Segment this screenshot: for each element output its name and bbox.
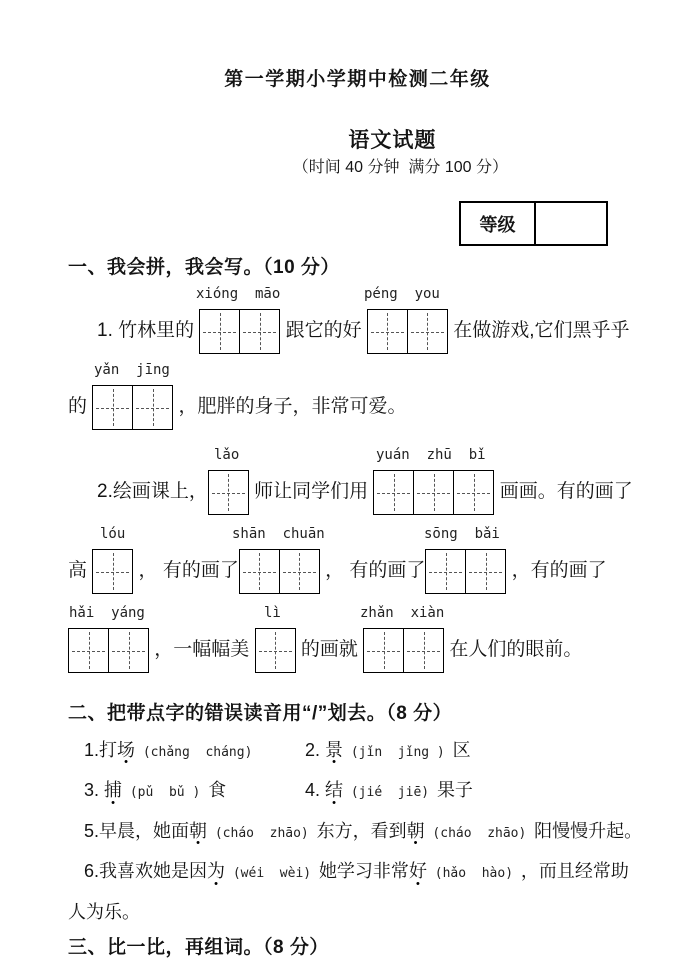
section2-content [68,739,647,924]
question-text: ，而且经常助 [520,861,629,882]
exercise-text: 在做游戏,它们黑乎乎 [447,320,630,342]
pinyin-label: yuán zhū bǐ [376,447,486,463]
section3-heading: 三、比一比，再组词。（8 分） [68,936,329,958]
pinyin-choices[interactable]: (cháo zhāo) [424,825,535,841]
writing-cell[interactable] [93,550,132,593]
question-text: 食 [208,780,227,801]
grade-label-cell: 等级 [461,203,536,244]
writing-cell[interactable] [256,629,295,672]
question-text: 果子 [436,780,473,801]
section1-content [68,286,647,674]
writing-cell[interactable] [240,550,279,593]
dotted-char: 捕 [104,780,123,801]
writing-cell[interactable] [108,629,148,672]
exercise-text: ，肥胖的身子，非常可爱。 [173,396,407,418]
writing-cell[interactable] [465,550,505,593]
writing-grid[interactable] [255,628,296,673]
pinyin-choices[interactable]: (jié jiē) [343,785,437,801]
time-info: （时间 40 分钟 满分 100 分） [292,159,508,176]
writing-cell[interactable] [239,310,279,353]
pinyin-label: hǎi yáng [69,605,145,621]
subject-title: 语文试题 [348,129,437,152]
dotted-char: 为 [207,861,226,882]
subtitle-row [94,106,673,195]
question-text: 东方，看到 [316,820,407,841]
dotted-char: 结 [325,780,344,801]
exercise-text: 跟它的好 [280,320,367,342]
writing-grid[interactable] [92,549,133,594]
writing-cell[interactable] [279,550,319,593]
dotted-char: 朝 [189,820,208,841]
writing-grid[interactable] [68,628,149,673]
question-text: 她学习非常 [318,861,409,882]
question-row [68,739,647,762]
pinyin-row [68,286,647,306]
exercise-line [68,308,647,355]
question-text: 5.早晨，她面 [84,820,190,841]
grade-value-cell[interactable] [536,203,606,244]
question-row [68,820,647,843]
question-text: 3. [84,780,105,801]
grade-box [459,201,608,246]
question-text: 人为乐。 [68,901,140,922]
exercise-text: 高 [68,560,93,582]
pinyin-label: lì [264,605,281,621]
writing-cell[interactable] [426,550,465,593]
exercise-text: 师让同学们用 [248,481,374,503]
writing-cell[interactable] [413,471,453,514]
page-title: 第一学期小学期中检测二年级 [224,69,491,90]
pinyin-label: péng you [364,286,440,302]
writing-grid[interactable] [239,549,320,594]
exercise-line [68,469,647,516]
pinyin-label: shān chuān [232,526,325,542]
question-row [68,860,647,883]
question-item [305,779,473,802]
writing-cell[interactable] [403,629,443,672]
writing-cell[interactable] [93,386,132,429]
writing-grid[interactable] [92,385,173,430]
exercise-text: ， 有的画了 [319,560,426,582]
question-text: 区 [452,740,471,760]
question-row [68,779,647,802]
exercise-text: 画画。有的画了 [494,481,633,503]
dotted-char: 景 [325,740,344,760]
question-text: 阳慢慢升起。 [534,820,643,841]
exercise-line [68,548,647,595]
writing-grid[interactable] [367,309,448,354]
writing-cell[interactable] [364,629,403,672]
writing-cell[interactable] [407,310,447,353]
question-text: 4. [305,780,326,801]
exercise-text: 在人们的眼前。 [444,639,583,661]
question-text: 1.打 [84,740,118,760]
exercise-text: 的 [68,396,93,418]
question-item [84,860,629,883]
pinyin-choices[interactable]: (cháo zhāo) [207,825,317,841]
question-item [305,739,471,762]
exercise-text: ，一幅幅美 [149,639,255,661]
pinyin-label: lóu [100,526,126,542]
pinyin-choices[interactable]: (pǔ bǔ ) [122,785,209,801]
writing-cell[interactable] [453,471,493,514]
exercise-line [68,384,647,431]
dotted-char: 朝 [406,820,425,841]
exercise-text: 的画就 [295,639,364,661]
question-text: 2. [305,740,326,760]
question-row [68,901,647,924]
writing-grid[interactable] [425,549,506,594]
pinyin-row [68,605,647,625]
question-item [84,820,642,843]
exercise-text: ，有的画了 [506,560,607,582]
pinyin-label: zhǎn xiàn [360,605,445,621]
writing-cell[interactable] [374,471,413,514]
question-item [68,901,140,924]
question-item [84,779,305,802]
pinyin-row [68,362,647,382]
writing-grid[interactable] [208,470,249,515]
dotted-char: 好 [408,861,427,882]
pinyin-label: lǎo [214,447,240,463]
pinyin-choices[interactable]: (jǐn jǐng ) [343,745,453,760]
dotted-char: 场 [117,740,136,760]
writing-grid[interactable] [373,470,494,515]
question-item [84,739,305,762]
exercise-text: 2.绘画课上， [97,481,208,503]
writing-cell[interactable] [132,386,172,429]
writing-cell[interactable] [69,629,108,672]
pinyin-label: sōng bǎi [424,526,500,542]
pinyin-label: yǎn jīng [94,362,170,378]
pinyin-choices[interactable]: (wéi wèi) [225,866,319,882]
pinyin-row [68,447,647,467]
question-text: 6.我喜欢她是因 [84,861,208,882]
pinyin-label: xióng māo [196,286,281,302]
exercise-line [68,627,647,674]
exercise-text: ， 有的画了 [133,560,239,582]
section1-heading: 一、我会拼，我会写。（10 分） [68,257,340,278]
writing-cell[interactable] [200,310,239,353]
writing-grid[interactable] [199,309,280,354]
pinyin-row [68,526,647,546]
section2-heading: 二、把带点字的错误读音用“/”划去。（8 分） [68,703,453,724]
pinyin-choices[interactable]: (hǎo hào) [426,866,521,882]
writing-cell[interactable] [209,471,248,514]
writing-cell[interactable] [368,310,407,353]
pinyin-choices[interactable]: (chǎng cháng) [135,745,253,760]
writing-grid[interactable] [363,628,444,673]
exercise-text: 1. 竹林里的 [97,320,200,342]
